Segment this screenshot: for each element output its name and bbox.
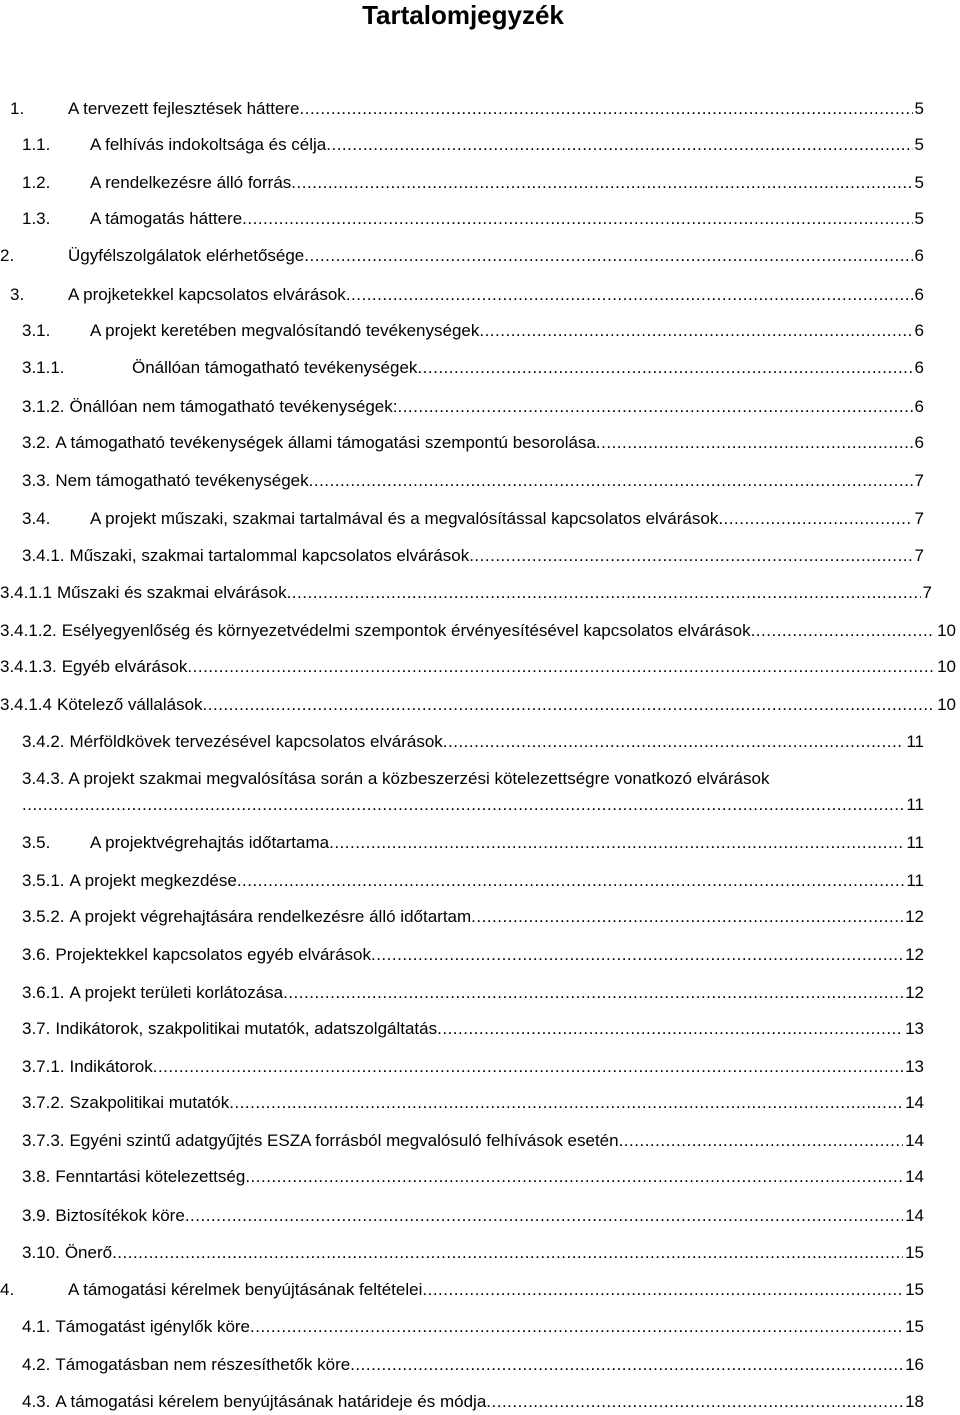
- toc-entry-text: Kötelező vállalások: [57, 695, 203, 714]
- toc-entry[interactable]: [22, 1316, 924, 1338]
- toc-entry-text: A projekt végrehajtására rendelkezésre álló időtartam: [69, 907, 472, 926]
- dot-leader: [329, 832, 904, 854]
- toc-entry-number: 3.7.: [22, 1019, 51, 1038]
- dot-leader: [437, 1018, 903, 1040]
- toc-entry-page: 7: [914, 509, 924, 528]
- toc-entry-page: 12: [905, 907, 924, 926]
- toc-entry-heading[interactable]: [22, 768, 769, 790]
- toc-entry-number: 3.4.2.: [22, 732, 65, 751]
- toc-entry-text: A projekt megkezdése: [69, 871, 237, 890]
- toc-entry-text: Mérföldkövek tervezésével kapcsolatos elvárások: [69, 732, 443, 751]
- toc-entry-text: A projekt keretében megvalósítandó tevékenységek: [90, 321, 480, 340]
- dot-leader: [153, 1056, 903, 1078]
- toc-entry-page: 12: [905, 945, 924, 964]
- toc-entry-page: 6: [914, 358, 924, 377]
- toc-entry[interactable]: [22, 208, 924, 230]
- toc-entry-number: 3.4.: [22, 509, 51, 528]
- toc-entry-text: Esélyegyenlőség és környezetvédelmi szempontok érvényesítésével kapcsolatos elvárások: [61, 621, 751, 640]
- toc-entry[interactable]: [22, 794, 924, 816]
- toc-entry-page: 13: [905, 1019, 924, 1038]
- dot-leader: [471, 906, 903, 928]
- toc-entry[interactable]: [22, 1242, 924, 1264]
- toc-entry[interactable]: [22, 432, 924, 454]
- toc-entry-number: 1.1.: [22, 135, 51, 154]
- toc-entry-page: 10: [937, 657, 956, 676]
- toc-entry[interactable]: [22, 1166, 924, 1188]
- toc-entry-text: Önállóan támogatható tevékenységek: [132, 358, 418, 377]
- toc-entry-page: 5: [914, 209, 924, 228]
- toc-entry-text: A rendelkezésre álló forrás: [90, 173, 292, 192]
- toc-entry-page: 6: [914, 285, 924, 304]
- toc-entry[interactable]: [0, 245, 924, 267]
- toc-entry[interactable]: [22, 1354, 924, 1376]
- dot-leader: [250, 1316, 903, 1338]
- toc-entry[interactable]: [22, 1205, 924, 1227]
- toc-entry-text: A projekt műszaki, szakmai tartalmával és a megvalósítással kapcsolatos elvárások: [90, 509, 719, 528]
- dot-leader: [237, 870, 905, 892]
- toc-entry-page: 18: [905, 1392, 924, 1411]
- toc-entry-text: A támogatás háttere: [90, 209, 243, 228]
- toc-entry-number: 3.9.: [22, 1206, 51, 1225]
- toc-entry-text: Biztosítékok köre: [55, 1206, 185, 1225]
- toc-entry-number: 3.3.: [22, 471, 51, 490]
- toc-entry-number: 3.10.: [22, 1243, 60, 1262]
- dot-leader: [185, 1205, 903, 1227]
- toc-entry[interactable]: [10, 284, 924, 306]
- toc-entry-page: 11: [906, 732, 924, 751]
- toc-entry-text: A projketekkel kapcsolatos elvárások: [68, 285, 346, 304]
- toc-entry[interactable]: [0, 620, 956, 642]
- toc-entry-text: Projektekkel kapcsolatos egyéb elvárások: [55, 945, 371, 964]
- toc-entry-page: 11: [906, 871, 924, 890]
- toc-entry-page: 7: [914, 546, 924, 565]
- toc-entry-text: Önerő: [64, 1243, 113, 1262]
- dot-leader: [242, 208, 912, 230]
- toc-entry-text: Indikátorok: [69, 1057, 153, 1076]
- toc-entry-number: 4.1.: [22, 1317, 51, 1336]
- toc-entry-page: 11: [906, 795, 924, 814]
- toc-entry-number: 3.4.1.: [22, 546, 65, 565]
- toc-entry-text: Műszaki és szakmai elvárások: [57, 583, 287, 602]
- toc-entry-number: 3.4.1.4: [0, 695, 52, 714]
- toc-entry[interactable]: [22, 1056, 924, 1078]
- toc-entry-number: 3.4.1.2.: [0, 621, 57, 640]
- toc-entry-text: Ügyfélszolgálatok elérhetősége: [68, 246, 305, 265]
- toc-entry[interactable]: [22, 1092, 924, 1114]
- dot-leader: [326, 134, 912, 156]
- toc-entry[interactable]: [22, 832, 924, 854]
- toc-entry[interactable]: [22, 470, 924, 492]
- toc-entry[interactable]: [22, 906, 924, 928]
- toc-entry[interactable]: [22, 320, 924, 342]
- toc-entry-number: 3.2.: [22, 433, 51, 452]
- toc-entry-page: 7: [914, 471, 924, 490]
- dot-leader: [751, 620, 936, 642]
- toc-entry-page: 15: [905, 1317, 924, 1336]
- toc-entry-number: 4.: [0, 1280, 15, 1299]
- toc-entry-page: 5: [914, 173, 924, 192]
- toc-entry-page: 7: [922, 583, 932, 602]
- dot-leader: [245, 1166, 903, 1188]
- toc-entry[interactable]: [22, 545, 924, 567]
- toc-entry-number: 3.6.1.: [22, 983, 65, 1002]
- toc-entry[interactable]: [22, 396, 924, 418]
- toc-entry-number: 3.5.: [22, 833, 51, 852]
- dot-leader: [112, 1242, 903, 1264]
- toc-entry-number: 3.1.: [22, 321, 51, 340]
- toc-entry[interactable]: [22, 134, 924, 156]
- toc-entry-page: 6: [914, 246, 924, 265]
- toc-entry[interactable]: [0, 694, 956, 716]
- toc-entry[interactable]: [22, 508, 924, 530]
- toc-entry[interactable]: [0, 656, 956, 678]
- toc-entry-page: 12: [905, 983, 924, 1002]
- dot-leader: [619, 1130, 904, 1152]
- dot-leader: [229, 1092, 903, 1114]
- dot-leader: [397, 396, 912, 418]
- toc-entry[interactable]: [22, 1391, 924, 1413]
- toc-entry-page: 14: [905, 1093, 924, 1112]
- dot-leader: [304, 245, 912, 267]
- toc-entry-text: A tervezett fejlesztések háttere: [68, 99, 300, 118]
- toc-entry-number: 1.: [10, 99, 25, 118]
- dot-leader: [417, 357, 912, 379]
- toc-entry-page: 11: [906, 833, 924, 852]
- toc-entry-page: 14: [905, 1131, 924, 1150]
- dot-leader: [291, 172, 912, 194]
- dot-leader: [422, 1279, 903, 1301]
- toc-entry-text: A projektvégrehajtás időtartama: [90, 833, 330, 852]
- toc-entry-number: 3.7.1.: [22, 1057, 65, 1076]
- toc-entry[interactable]: [22, 731, 924, 753]
- toc-entry-text: A projekt szakmai megvalósítása során a közbeszerzési kötelezettségre vonatkozó elvárások: [68, 769, 770, 788]
- toc-entry-page: 5: [914, 135, 924, 154]
- toc-entry-number: 3.5.2.: [22, 907, 65, 926]
- toc-entry[interactable]: [22, 870, 924, 892]
- toc-entry-number: 3.7.2.: [22, 1093, 65, 1112]
- toc-entry-text: Támogatásban nem részesíthetők köre: [55, 1355, 351, 1374]
- toc-entry-text: Nem támogatható tevékenységek: [55, 471, 309, 490]
- toc-entry-text: Támogatást igénylők köre: [55, 1317, 251, 1336]
- toc-entry-text: A támogatási kérelem benyújtásának határideje és módja: [55, 1392, 487, 1411]
- dot-leader: [346, 284, 913, 306]
- dot-leader: [283, 982, 903, 1004]
- toc-entry-number: 3.6.: [22, 945, 51, 964]
- toc-entry[interactable]: [0, 582, 932, 604]
- toc-entry-number: 3.: [10, 285, 25, 304]
- toc-entry[interactable]: [0, 1279, 924, 1301]
- toc-entry-page: 15: [905, 1280, 924, 1299]
- dot-leader: [350, 1354, 903, 1376]
- toc-entry-number: 3.4.3.: [22, 769, 69, 788]
- toc-entry-page: 14: [905, 1206, 924, 1225]
- toc-entry-page: 10: [937, 695, 956, 714]
- dot-leader: [287, 582, 921, 604]
- toc-entry-text: Fenntartási kötelezettség: [55, 1167, 246, 1186]
- toc-entry-page: 5: [914, 99, 924, 118]
- toc-entry[interactable]: [22, 1018, 924, 1040]
- toc-entry-page: 10: [937, 621, 956, 640]
- toc-entry-text: Önállóan nem támogatható tevékenységek:: [69, 397, 398, 416]
- toc-entry-number: 3.1.2.: [22, 397, 65, 416]
- toc-entry-text: Műszaki, szakmai tartalommal kapcsolatos elvárások: [69, 546, 470, 565]
- dot-leader: [300, 98, 913, 120]
- toc-entry-page: 14: [905, 1167, 924, 1186]
- toc-entry-page: 6: [914, 397, 924, 416]
- dot-leader: [371, 944, 903, 966]
- toc-entry-number: 3.4.1.3.: [0, 657, 57, 676]
- toc-entry[interactable]: [22, 357, 924, 379]
- page-title: Tartalomjegyzék: [362, 0, 564, 30]
- toc-entry-page: 15: [905, 1243, 924, 1262]
- toc-entry-number: 3.5.1.: [22, 871, 65, 890]
- toc-entry-text: Egyéni szintű adatgyűjtés ESZA forrásból megvalósuló felhívások esetén: [69, 1131, 619, 1150]
- toc-entry-page: 6: [914, 433, 924, 452]
- toc-entry-number: 3.8.: [22, 1167, 51, 1186]
- dot-leader: [479, 320, 912, 342]
- toc-entry-text: A támogatható tevékenységek állami támogatási szempontú besorolása: [55, 433, 596, 452]
- toc-entry-number: 3.4.1.1: [0, 583, 52, 602]
- toc-entry[interactable]: [22, 1130, 924, 1152]
- dot-leader: [469, 545, 912, 567]
- toc-entry-number: 1.2.: [22, 173, 51, 192]
- dot-leader: [309, 470, 913, 492]
- dot-leader: [187, 656, 935, 678]
- toc-entry-number: 4.3.: [22, 1392, 51, 1411]
- toc-entry[interactable]: [22, 982, 924, 1004]
- toc-entry[interactable]: [22, 944, 924, 966]
- toc-entry-page: 16: [905, 1355, 924, 1374]
- toc-entry-text: A támogatási kérelmek benyújtásának feltételei: [68, 1280, 423, 1299]
- toc-entry-text: Indikátorok, szakpolitikai mutatók, adatszolgáltatás: [55, 1019, 438, 1038]
- toc-entry-number: 3.7.3.: [22, 1131, 65, 1150]
- toc-entry-page: 13: [905, 1057, 924, 1076]
- toc-entry-text: Szakpolitikai mutatók: [69, 1093, 230, 1112]
- toc-entry-number: 4.2.: [22, 1355, 51, 1374]
- dot-leader: [596, 432, 913, 454]
- toc-entry-text: Egyéb elvárások: [61, 657, 188, 676]
- toc-entry-page: 6: [914, 321, 924, 340]
- toc-entry-text: A felhívás indokoltsága és célja: [90, 135, 327, 154]
- dot-leader: [443, 731, 905, 753]
- toc-entry-text: A projekt területi korlátozása: [69, 983, 284, 1002]
- toc-entry[interactable]: [10, 98, 924, 120]
- toc-entry-number: 1.3.: [22, 209, 51, 228]
- dot-leader: [203, 694, 936, 716]
- toc-entry-number: 2.: [0, 246, 15, 265]
- toc-entry-number: 3.1.1.: [22, 358, 65, 377]
- dot-leader: [486, 1391, 903, 1413]
- dot-leader: [718, 508, 912, 530]
- dot-leader: [22, 794, 904, 816]
- toc-entry[interactable]: [22, 172, 924, 194]
